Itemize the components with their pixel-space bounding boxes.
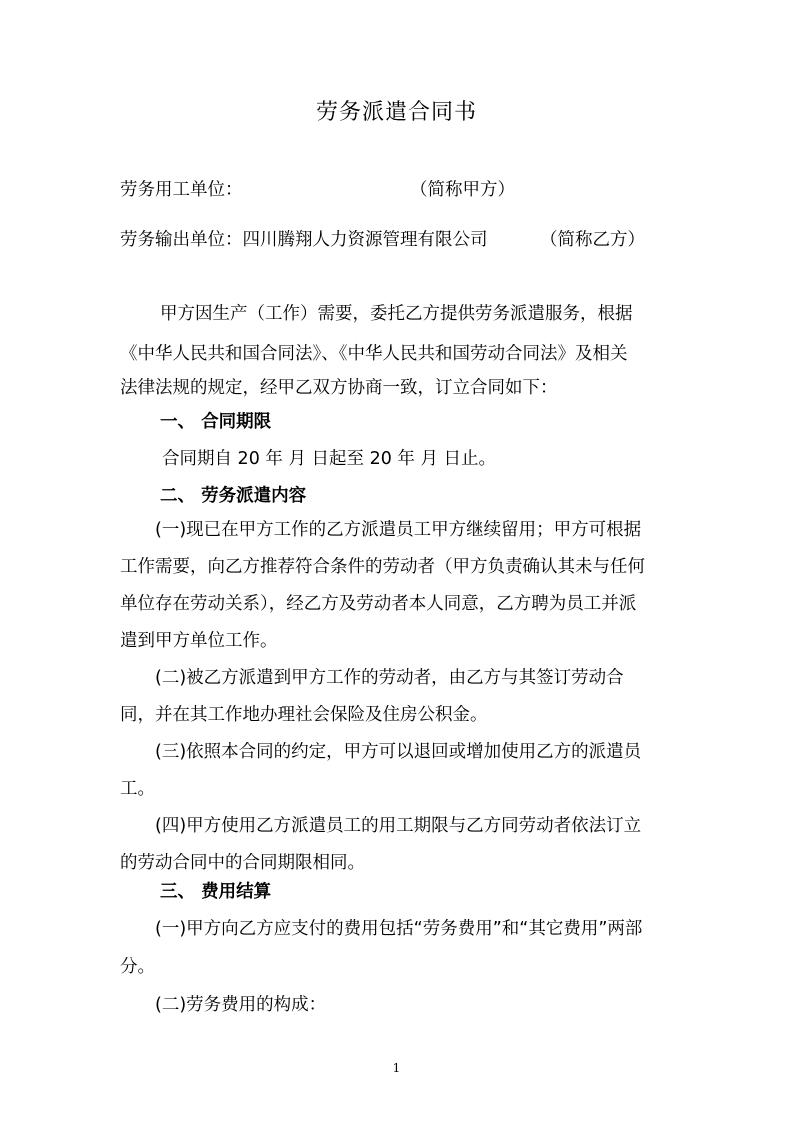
section2-heading: 二、 劳务派遣内容 (160, 486, 307, 506)
section2-item1-line: 单位存在劳动关系），经乙方及劳动者本人同意，乙方聘为员工并派 (120, 594, 637, 614)
party-b-label: 劳务输出单位：四川腾翔人力资源管理有限公司 (120, 230, 488, 250)
section2-item3-line: (三)依照本合同的约定，甲方可以退回或增加使用乙方的派遣员 (155, 742, 642, 762)
document-title: 劳务派遣合同书 (315, 100, 477, 125)
party-a-abbrev: （简称甲方） (410, 180, 515, 200)
section1-term: 合同期自 20 年 月 日起至 20 年 月 日止。 (162, 449, 497, 469)
intro-line: 法律法规的规定，经甲乙双方协商一致，订立合同如下： (120, 378, 558, 398)
page-number: 1 (392, 1061, 401, 1075)
section2-item1-line: 遣到甲方单位工作。 (120, 631, 278, 651)
party-a-label: 劳务用工单位： (120, 180, 243, 200)
section3-item2-line: (二)劳务费用的构成： (155, 995, 327, 1015)
party-b-abbrev: （简称乙方） (540, 230, 645, 250)
section2-item2-line: (二)被乙方派遣到甲方工作的劳动者，由乙方与其签订劳动合 (155, 668, 624, 688)
section3-item1-line: 分。 (120, 957, 155, 977)
section2-item2-line: 同，并在其工作地办理社会保险及住房公积金。 (120, 705, 488, 725)
section2-item4-line: (四)甲方使用乙方派遣员工的用工期限与乙方同劳动者依法订立 (155, 816, 642, 836)
section2-item1-line: 工作需要，向乙方推荐符合条件的劳动者（甲方负责确认其未与任何 (120, 557, 645, 577)
section3-heading: 三、 费用结算 (160, 882, 272, 902)
intro-line: 甲方因生产（工作）需要，委托乙方提供劳务派遣服务，根据 (160, 304, 633, 324)
intro-line: 《中华人民共和国合同法》、《中华人民共和国劳动合同法》及相关 (120, 344, 628, 364)
section2-item1-line: (一)现已在甲方工作的乙方派遣员工甲方继续留用；甲方可根据 (155, 520, 642, 540)
section2-item4-line: 的劳动合同中的合同期限相同。 (120, 853, 365, 873)
section2-item3-line: 工。 (120, 779, 155, 799)
section3-item1-line: (一)甲方向乙方应支付的费用包括“劳务费用”和“其它费用”两部 (155, 919, 643, 939)
section1-heading: 一、 合同期限 (160, 412, 272, 432)
